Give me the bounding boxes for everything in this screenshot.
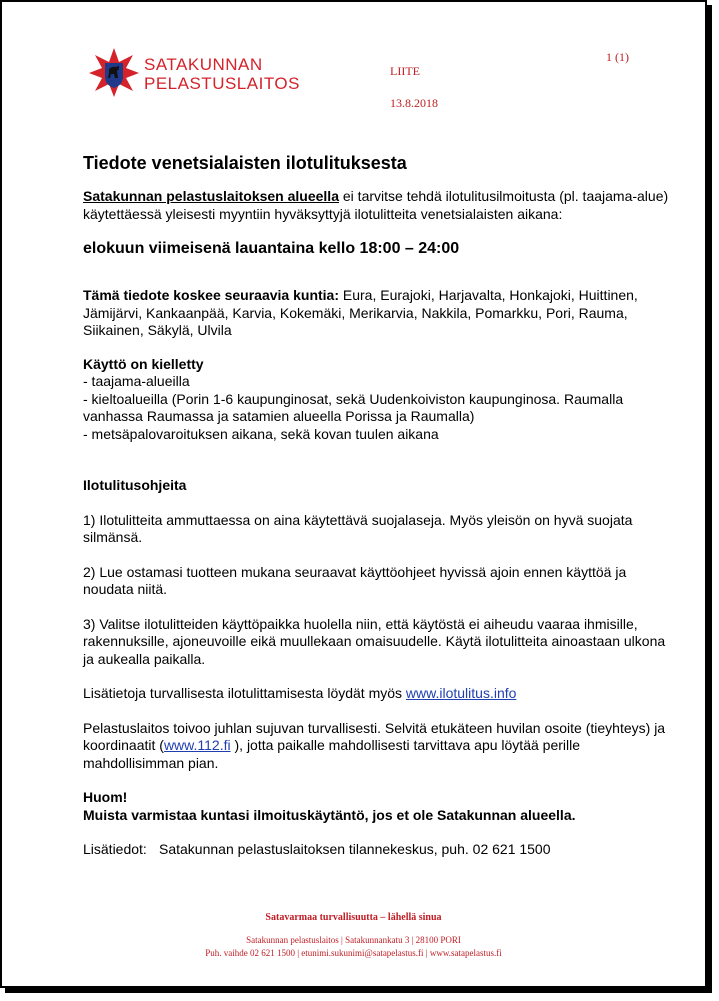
- forbidden-item: - taajama-alueilla: [83, 373, 190, 389]
- document-body: [83, 152, 673, 859]
- forbidden-item: - kieltoalueilla (Porin 1-6 kaupunginosat, sekä Uudenkoiviston kaupunginosa. Raumalla vanhassa Raumassa ja satamien alueella Porissa ja Raumalla): [83, 390, 624, 424]
- municipalities-paragraph: Tämä tiedote koskee seuraavia kuntia: Eura, Eurajoki, Harjavalta, Honkajoki, Huittinen, Jämijärvi, Kankaanpää, Karvia, Kokemäki, Merikarvia, Nakkila, Pomarkku, Pori, Rauma, Siikainen, Säkylä, Ulvila: [83, 287, 638, 338]
- wish-paragraph: Pelastuslaitos toivoo juhlan sujuvan turvallisesti. Selvitä etukäteen huvilan osoite (tieyhteys) ja koordinaatit (www.112.fi ), jotta paikalle mahdollisesti tarvittava apu löytää perille mahdollisimman pian.: [83, 719, 666, 771]
- instructions-title: Ilotulitusohjeita: [83, 477, 187, 493]
- more-info-paragraph: Lisätietoja turvallisesta ilotulittamisesta löydät myös www.ilotulitus.info: [83, 685, 517, 701]
- page-number: 1 (1): [606, 50, 629, 64]
- org-name: SATAKUNNAN PELASTUSLAITOS: [144, 55, 300, 93]
- highlight-time: elokuun viimeisenä lauantaina kello 18:00 – 24:00: [83, 240, 460, 257]
- satakunta-rescue-logo-icon: [88, 46, 140, 98]
- document-date: 13.8.2018: [390, 96, 438, 110]
- forbidden-title: Käyttö on kielletty: [83, 355, 204, 372]
- intro-paragraph: Satakunnan pelastuslaitoksen alueella ei tarvitse tehdä ilotulitusilmoitusta (pl. taajama-alue) käytettäessä yleisesti myyntiin hyväksyttyjä ilotulitteita venetsialaisten aikana:: [83, 188, 669, 222]
- ilotulitus-link[interactable]: www.ilotulitus.info: [405, 685, 517, 701]
- instruction-item: 1) Ilotulitteita ammuttaessa on aina käytettävä suojalaseja. Myös yleisön on hyvä suojata silmänsä.: [83, 511, 633, 545]
- instruction-item: 2) Lue ostamasi tuotteen mukana seuraavat käyttöohjeet hyvissä ajoin ennen käyttöä ja noudata niitä.: [83, 563, 627, 597]
- document-title: Tiedote venetsialaisten ilotulituksesta: [83, 153, 407, 173]
- attachment-label: LIITE: [390, 64, 420, 78]
- footer-address: Satakunnan pelastuslaitos | Satakunnankatu 3 | 28100 PORI Puh. vaihde 02 621 1500 | etunimi.sukunimi@satapelastus.fi | www.satapelastus.fi: [205, 935, 502, 958]
- contact-line: Lisätiedot: Satakunnan pelastuslaitoksen tilannekeskus, puh. 02 621 1500: [83, 841, 551, 857]
- note-text: Muista varmistaa kuntasi ilmoituskäytäntö, jos et ole Satakunnan alueella.: [83, 806, 576, 823]
- instruction-item: 3) Valitse ilotulitteiden käyttöpaikka huolella niin, että käytöstä ei aiheudu vaaraa ihmisille, rakennuksille, ajoneuvoille eikä muullekaan omaisuudelle. Käytä ilotulitteita ainoastaan ulkona ja aukealla paikalla.: [83, 615, 666, 667]
- forbidden-item: - metsäpalovaroituksen aikana, sekä kovan tuulen aikana: [83, 425, 439, 442]
- 112-link[interactable]: www.112.fi: [163, 737, 231, 753]
- note-title: Huom!: [83, 789, 128, 805]
- footer-slogan: Satavarmaa turvallisuutta – lähellä sinua: [265, 912, 442, 923]
